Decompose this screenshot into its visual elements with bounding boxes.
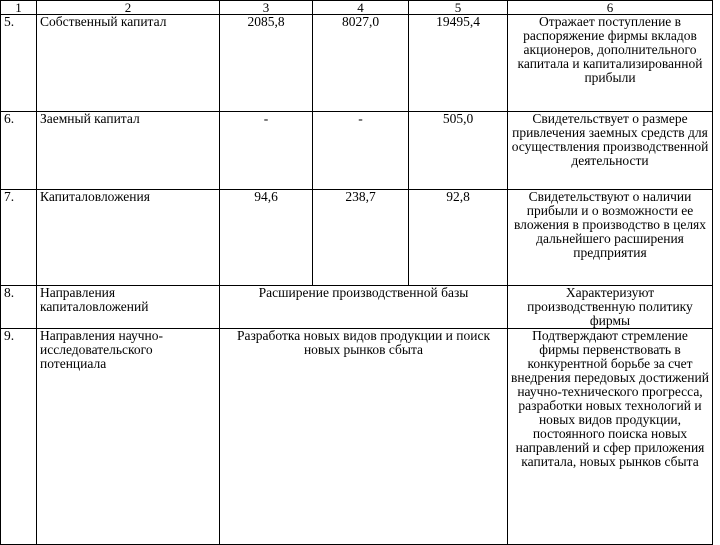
table-row [1, 112, 713, 190]
value-col-3: - [220, 112, 313, 190]
value-col-5: 19495,4 [409, 15, 508, 112]
row-number: 8. [1, 286, 37, 329]
value-col-3: 94,6 [220, 190, 313, 286]
table-row [1, 15, 713, 112]
value-col-5: 505,0 [409, 112, 508, 190]
merged-value: Разработка новых видов продукции и поиск новых рынков сбыта [220, 329, 508, 545]
indicator-name: Капиталовложения [37, 190, 220, 286]
value-col-5: 92,8 [409, 190, 508, 286]
indicator-description: Подтверждают стремление фирмы первенствовать в конкурентной борьбе за счет внедрения передовых достижений научно-технического прогресса, разработки новых технологий и новых видов продукции, постоянного поиска новых направлений и сфер приложения капитала, новых рынков сбыта [508, 329, 713, 545]
merged-value: Расширение производственной базы [220, 286, 508, 329]
table-row [1, 286, 713, 329]
row-number: 7. [1, 190, 37, 286]
header-col-1: 1 [1, 1, 37, 15]
row-number: 6. [1, 112, 37, 190]
indicator-name: Заемный капитал [37, 112, 220, 190]
value-col-4: - [313, 112, 409, 190]
row-number: 5. [1, 15, 37, 112]
header-col-4: 4 [313, 1, 409, 15]
row-number: 9. [1, 329, 37, 545]
indicator-description: Отражает поступление в распоряжение фирмы вкладов акционеров, дополнительного капитала и капитализированной прибыли [508, 15, 713, 112]
indicator-name: Направления научно-исследовательского потенциала [37, 329, 220, 545]
indicator-description: Характеризуют производственную политику фирмы [508, 286, 713, 329]
value-col-4: 8027,0 [313, 15, 409, 112]
header-col-6: 6 [508, 1, 713, 15]
header-col-2: 2 [37, 1, 220, 15]
header-col-5: 5 [409, 1, 508, 15]
value-col-4: 238,7 [313, 190, 409, 286]
indicator-name: Собственный капитал [37, 15, 220, 112]
header-row [1, 1, 713, 15]
indicator-description: Свидетельствует о размере привлечения заемных средств для осуществления производственной деятельности [508, 112, 713, 190]
value-col-3: 2085,8 [220, 15, 313, 112]
indicator-description: Свидетельствуют о наличии прибыли и о возможности ее вложения в производство в целях дальнейшего расширения предприятия [508, 190, 713, 286]
indicator-name: Направления капиталовложений [37, 286, 220, 329]
table-row [1, 329, 713, 545]
table-row [1, 190, 713, 286]
header-col-3: 3 [220, 1, 313, 15]
